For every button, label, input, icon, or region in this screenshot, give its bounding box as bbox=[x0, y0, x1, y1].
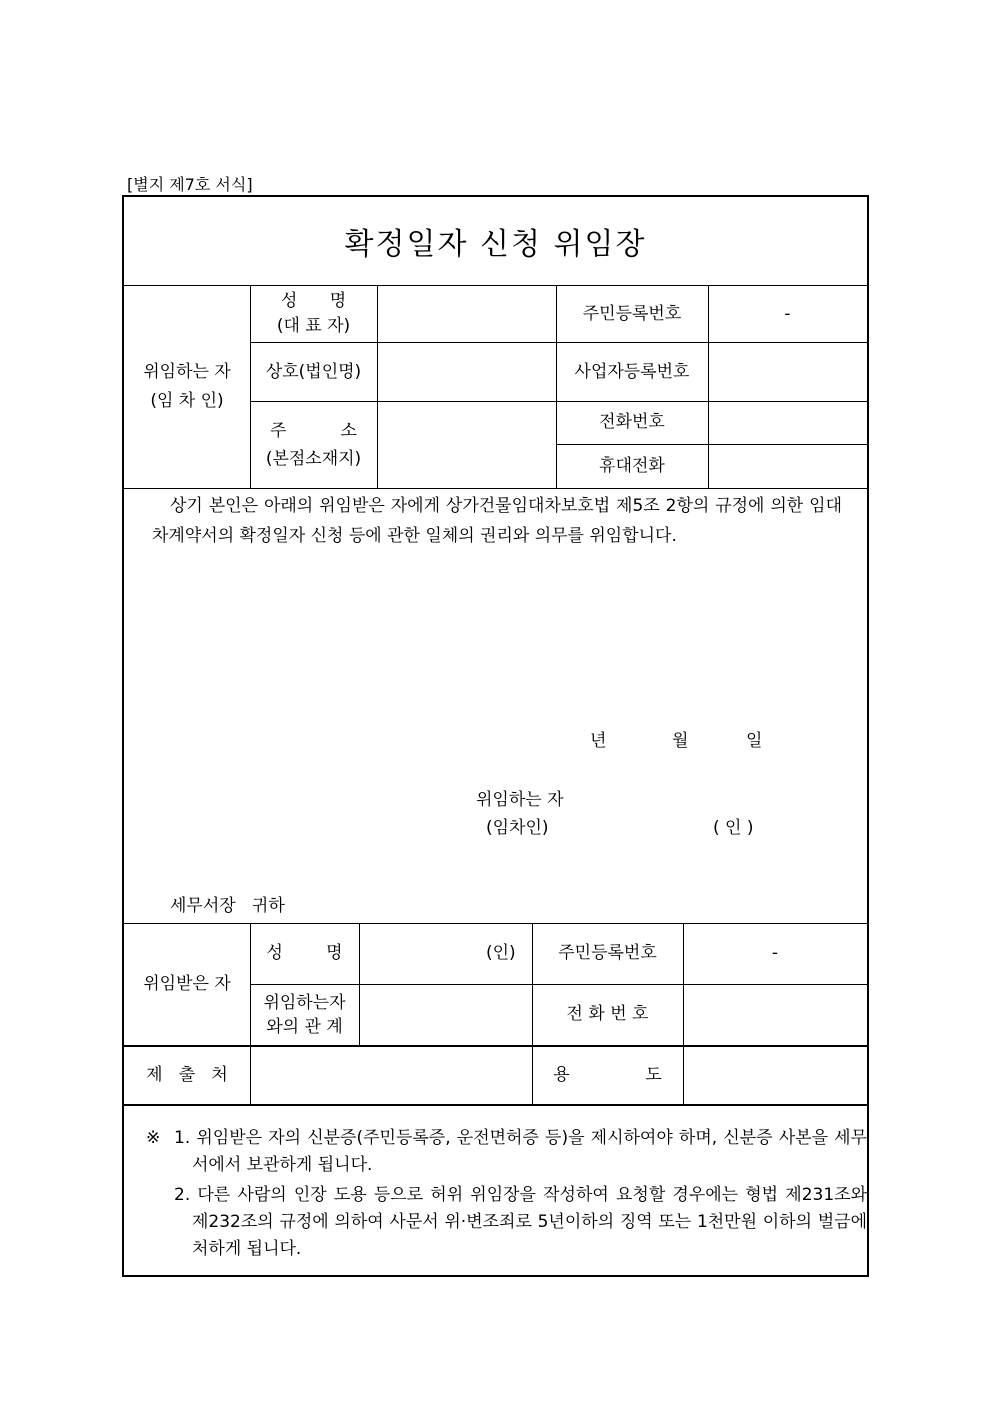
signer-sublabel: (임차인) bbox=[486, 818, 549, 838]
delegate-resident-number-value: - bbox=[771, 943, 779, 963]
addressee: 세무서장 귀하 bbox=[170, 896, 285, 916]
date-month-label: 월 bbox=[672, 731, 689, 751]
business-number-label: 사업자등록번호 bbox=[574, 362, 690, 382]
representative-label: (대 표 자) bbox=[276, 316, 351, 336]
company-name-label: 상호(법인명) bbox=[265, 362, 362, 382]
form-number-label: [별지 제7호 서식] bbox=[127, 175, 253, 194]
divider bbox=[124, 1045, 867, 1047]
divider bbox=[250, 401, 867, 402]
submit-to-label: 제 출 처 bbox=[146, 1065, 228, 1085]
address-label: 주 소 bbox=[270, 421, 357, 441]
delegate-section-label: 위임받은 자 bbox=[143, 974, 231, 994]
delegator-section-sublabel: (임 차 인) bbox=[150, 391, 224, 411]
signer-seal: ( 인 ) bbox=[713, 818, 754, 838]
divider bbox=[124, 285, 867, 286]
divider bbox=[359, 923, 360, 1045]
divider bbox=[124, 923, 867, 924]
divider bbox=[556, 444, 867, 445]
relation-label: 위임하는자 bbox=[263, 993, 346, 1013]
relation-sublabel: 와의 관 계 bbox=[266, 1017, 343, 1037]
divider bbox=[377, 285, 378, 488]
delegate-resident-number-label: 주민등록번호 bbox=[558, 943, 657, 963]
divider bbox=[124, 1104, 867, 1106]
form-title: 확정일자 신청 위임장 bbox=[344, 227, 647, 262]
note-item-1: 1. 위임받은 자의 신분증(주민등록증, 운전면허증 등)을 제시하여야 하며, 신분증 사본을 세무서에서 보관하게 됩니다. bbox=[174, 1128, 867, 1175]
phone-label: 전화번호 bbox=[599, 412, 665, 432]
divider bbox=[250, 984, 867, 985]
delegate-phone-label: 전 화 번 호 bbox=[566, 1004, 649, 1024]
date-day-label: 일 bbox=[746, 731, 763, 751]
name-label: 성 명 bbox=[280, 291, 347, 311]
resident-number-label: 주민등록번호 bbox=[582, 304, 682, 324]
delegation-statement: 상기 본인은 아래의 위임받은 자에게 상가건물임대차보호법 제5조 2항의 규정에 의한 임대차계약서의 확정일자 신청 등에 관한 일체의 권리와 의무를 위임합니다. bbox=[152, 496, 842, 546]
delegator-section-label: 위임하는 자 bbox=[143, 362, 231, 382]
signer-label: 위임하는 자 bbox=[476, 790, 564, 810]
divider bbox=[124, 488, 867, 489]
date-year-label: 년 bbox=[590, 731, 607, 751]
note-item-2: 2. 다른 사람의 인장 도용 등으로 허위 위임장을 작성하여 요청할 경우에는 형법 제231조와 제232조의 규정에 의하여 사문서 위·변조죄로 5년이하의 징역 또는 1천만원 이하의 벌금에 처하게 됩니다. bbox=[174, 1185, 867, 1259]
note-mark: ※ bbox=[146, 1128, 161, 1148]
resident-number-value: - bbox=[784, 304, 791, 324]
head-office-label: (본점소재지) bbox=[265, 449, 362, 469]
divider bbox=[250, 342, 867, 343]
delegate-name-label: 성 명 bbox=[266, 943, 343, 963]
usage-label: 용 도 bbox=[553, 1065, 662, 1085]
mobile-label: 휴대전화 bbox=[599, 456, 665, 476]
delegate-seal: (인) bbox=[486, 943, 516, 963]
delegation-form bbox=[122, 195, 869, 1277]
